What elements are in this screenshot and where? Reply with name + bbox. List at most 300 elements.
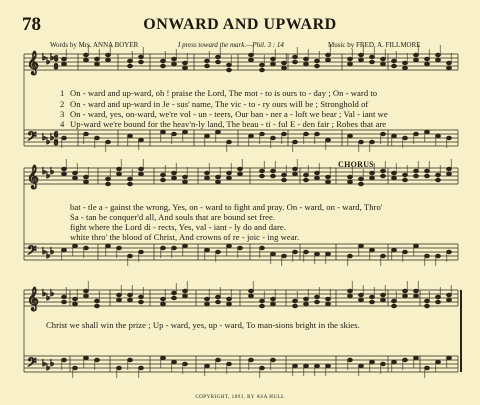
note-head xyxy=(73,171,78,174)
note-head xyxy=(348,254,353,257)
note-head xyxy=(172,62,177,65)
note-head xyxy=(62,358,67,361)
note-head xyxy=(304,62,309,65)
note-head xyxy=(414,174,419,177)
note-head xyxy=(370,176,375,179)
note-head xyxy=(403,294,408,297)
note-head xyxy=(139,172,144,175)
note-head xyxy=(216,175,221,178)
time-signature: 6 xyxy=(54,54,58,63)
lyric-line: Christ we shall win the prize ; Up - ward, yes, up - ward, To man-sions bright in the skies. xyxy=(46,320,360,330)
note-head xyxy=(84,294,89,297)
note-head xyxy=(326,297,331,300)
note-head xyxy=(315,252,320,255)
note-head xyxy=(205,176,210,179)
note-head xyxy=(271,169,276,172)
note-head xyxy=(392,134,397,137)
note-head xyxy=(304,57,309,60)
note-head xyxy=(62,300,67,303)
note-head xyxy=(348,62,353,65)
note-head xyxy=(139,300,144,303)
note-head xyxy=(183,130,188,133)
lyric-line: fight where the Lord di - rects, Yes, val - iant - ly do and dare. xyxy=(70,222,286,232)
flat-sign: ♭ xyxy=(46,292,51,302)
note-head xyxy=(271,252,276,255)
note-head xyxy=(128,134,133,137)
note-head xyxy=(172,291,177,294)
flat-sign: ♭ xyxy=(42,132,47,142)
note-head xyxy=(172,360,177,363)
flat-sign: ♭ xyxy=(46,56,51,66)
note-head xyxy=(381,174,386,177)
note-head xyxy=(392,171,397,174)
note-head xyxy=(84,180,89,183)
note-head xyxy=(293,55,298,58)
note-head xyxy=(447,293,452,296)
note-head xyxy=(205,364,210,367)
note-head xyxy=(95,299,100,302)
note-head xyxy=(205,302,210,305)
note-head xyxy=(227,176,232,179)
time-signature: 6 xyxy=(54,130,58,139)
note-head xyxy=(403,173,408,176)
flat-sign: ♭ xyxy=(42,166,47,176)
note-head xyxy=(84,175,89,178)
note-head xyxy=(95,57,100,60)
verse-text: On - ward, yes, on-ward, we're vol - un - teers, Our ban - ner a - loft we bear ; Val - iant we xyxy=(70,109,388,119)
note-head xyxy=(205,134,210,137)
note-head xyxy=(447,61,452,64)
note-head xyxy=(128,59,133,62)
note-head xyxy=(315,132,320,135)
note-head xyxy=(370,248,375,251)
note-head xyxy=(139,55,144,58)
note-head xyxy=(249,289,254,292)
note-head xyxy=(392,248,397,251)
note-head xyxy=(161,130,166,133)
treble-clef: 𝄞 xyxy=(27,50,39,74)
note-head xyxy=(139,60,144,63)
note-head xyxy=(425,169,430,172)
bass-clef: 𝄢 xyxy=(27,129,37,147)
note-head xyxy=(359,244,364,247)
note-head xyxy=(315,64,320,67)
note-head xyxy=(62,167,67,170)
flat-sign: ♭ xyxy=(42,52,47,62)
note-head xyxy=(436,134,441,137)
note-head xyxy=(260,304,265,307)
note-head xyxy=(304,178,309,181)
note-head xyxy=(447,298,452,301)
music-credit: Music by FRED. A. FILLMORE xyxy=(328,41,421,49)
note-head xyxy=(249,58,254,61)
note-head xyxy=(117,366,122,369)
note-head xyxy=(271,136,276,139)
note-head xyxy=(117,293,122,296)
note-head xyxy=(425,62,430,65)
note-head xyxy=(359,364,364,367)
flat-sign: ♭ xyxy=(50,288,55,298)
note-head xyxy=(62,57,67,60)
note-head xyxy=(73,176,78,179)
flat-sign: ♭ xyxy=(42,246,47,256)
note-head xyxy=(205,64,210,67)
note-head xyxy=(348,175,353,178)
note-head xyxy=(403,289,408,292)
note-head xyxy=(172,246,177,249)
words-credit: Words by Mrs. ANNA BOYER xyxy=(50,41,139,49)
flat-sign: ♭ xyxy=(46,136,51,146)
flat-sign: ♭ xyxy=(50,52,55,62)
verse-number: 1 xyxy=(60,88,65,98)
note-head xyxy=(161,64,166,67)
note-head xyxy=(436,173,441,176)
note-head xyxy=(359,140,364,143)
verse-text: Up-ward we're bound for the heav'n-ly land, The beau - ti - ful E - den fair ; Robes that are xyxy=(70,119,387,129)
note-head xyxy=(117,172,122,175)
note-head xyxy=(216,295,221,298)
note-head xyxy=(436,53,441,56)
note-head xyxy=(403,66,408,69)
note-head xyxy=(381,62,386,65)
note-head xyxy=(172,296,177,299)
note-head xyxy=(447,66,452,69)
flat-sign: ♭ xyxy=(50,246,55,256)
note-head xyxy=(381,362,386,365)
note-head xyxy=(227,302,232,305)
verse-line xyxy=(60,109,388,119)
note-head xyxy=(282,254,287,257)
note-head xyxy=(260,169,265,172)
note-head xyxy=(403,136,408,139)
treble-clef: 𝄞 xyxy=(27,164,39,188)
note-head xyxy=(370,295,375,298)
note-head xyxy=(392,176,397,179)
note-head xyxy=(414,53,419,56)
verse-line xyxy=(60,99,368,109)
note-head xyxy=(139,295,144,298)
note-head xyxy=(161,356,166,359)
note-head xyxy=(436,300,441,303)
note-head xyxy=(304,364,309,367)
note-head xyxy=(183,289,188,292)
note-head xyxy=(84,53,89,56)
note-head xyxy=(260,63,265,66)
note-head xyxy=(326,58,331,61)
hymn-title: ONWARD AND UPWARD xyxy=(143,16,337,33)
treble-clef: 𝄞 xyxy=(27,286,39,310)
note-head xyxy=(172,132,177,135)
note-head xyxy=(249,294,254,297)
note-head xyxy=(425,57,430,60)
page-number: 78 xyxy=(22,14,41,35)
note-head xyxy=(326,302,331,305)
note-head xyxy=(84,289,89,292)
note-head xyxy=(117,246,122,249)
note-head xyxy=(205,297,210,300)
note-head xyxy=(271,174,276,177)
note-head xyxy=(128,177,133,180)
note-head xyxy=(282,66,287,69)
note-head xyxy=(161,178,166,181)
note-head xyxy=(414,294,419,297)
note-head xyxy=(260,174,265,177)
note-head xyxy=(326,138,331,141)
note-head xyxy=(370,55,375,58)
bass-clef: 𝄢 xyxy=(27,243,37,261)
bass-clef: 𝄢 xyxy=(27,355,37,373)
note-head xyxy=(249,134,254,137)
note-head xyxy=(161,173,166,176)
time-signature: 8 xyxy=(54,138,58,147)
verse-number: 2 xyxy=(60,99,65,109)
note-head xyxy=(436,254,441,257)
note-head xyxy=(315,364,320,367)
note-head xyxy=(205,171,210,174)
note-head xyxy=(106,140,111,143)
note-head xyxy=(183,180,188,183)
note-head xyxy=(205,248,210,251)
flat-sign: ♭ xyxy=(46,170,51,180)
note-head xyxy=(392,304,397,307)
note-head xyxy=(359,182,364,185)
note-head xyxy=(128,254,133,257)
note-head xyxy=(227,63,232,66)
note-head xyxy=(326,175,331,178)
note-head xyxy=(139,167,144,170)
note-head xyxy=(227,68,232,71)
note-head xyxy=(128,182,133,185)
note-head xyxy=(183,66,188,69)
flat-sign: ♭ xyxy=(50,132,55,142)
note-head xyxy=(84,132,89,135)
note-head xyxy=(282,173,287,176)
note-head xyxy=(271,297,276,300)
note-head xyxy=(183,362,188,365)
flat-sign: ♭ xyxy=(50,358,55,368)
note-head xyxy=(139,250,144,253)
note-head xyxy=(172,171,177,174)
note-head xyxy=(403,358,408,361)
note-head xyxy=(227,362,232,365)
note-head xyxy=(447,136,452,139)
verse-line xyxy=(60,88,377,98)
note-head xyxy=(139,138,144,141)
note-head xyxy=(183,61,188,64)
note-head xyxy=(73,302,78,305)
note-head xyxy=(381,254,386,257)
note-head xyxy=(205,59,210,62)
lyric-line: Sa - tan be conquer'd all, And souls that are bound set free. xyxy=(70,212,276,222)
note-head xyxy=(238,167,243,170)
note-head xyxy=(128,64,133,67)
note-head xyxy=(381,298,386,301)
note-head xyxy=(348,289,353,292)
note-head xyxy=(392,360,397,363)
lyric-line: white thro' the blood of Christ, And crowns of re - joic - ing wear. xyxy=(70,232,300,242)
note-head xyxy=(106,58,111,61)
note-head xyxy=(238,172,243,175)
note-head xyxy=(95,304,100,307)
note-head xyxy=(249,53,254,56)
note-head xyxy=(315,295,320,298)
note-head xyxy=(95,136,100,139)
note-head xyxy=(227,244,232,247)
note-head xyxy=(84,356,89,359)
note-head xyxy=(293,140,298,143)
note-head xyxy=(183,175,188,178)
note-head xyxy=(359,298,364,301)
note-head xyxy=(293,172,298,175)
note-head xyxy=(392,64,397,67)
note-head xyxy=(172,176,177,179)
note-head xyxy=(282,61,287,64)
note-head xyxy=(425,304,430,307)
note-head xyxy=(414,132,419,135)
note-head xyxy=(62,172,67,175)
note-head xyxy=(414,244,419,247)
note-head xyxy=(447,356,452,359)
note-head xyxy=(403,178,408,181)
note-head xyxy=(260,366,265,369)
note-head xyxy=(216,300,221,303)
note-head xyxy=(84,246,89,249)
note-head xyxy=(315,176,320,179)
note-head xyxy=(117,167,122,170)
note-head xyxy=(106,177,111,180)
note-head xyxy=(315,171,320,174)
note-head xyxy=(260,299,265,302)
note-head xyxy=(293,364,298,367)
note-head xyxy=(403,250,408,253)
note-head xyxy=(227,297,232,300)
verse-number: 3 xyxy=(60,109,65,119)
note-head xyxy=(282,178,287,181)
note-head xyxy=(392,59,397,62)
note-head xyxy=(227,140,232,143)
note-head xyxy=(161,246,166,249)
note-head xyxy=(128,293,133,296)
flat-sign: ♭ xyxy=(46,362,51,372)
note-head xyxy=(161,302,166,305)
note-head xyxy=(106,53,111,56)
note-head xyxy=(381,132,386,135)
note-head xyxy=(447,250,452,253)
flat-sign: ♭ xyxy=(50,166,55,176)
note-head xyxy=(238,246,243,249)
note-head xyxy=(216,60,221,63)
note-head xyxy=(106,182,111,185)
note-head xyxy=(315,59,320,62)
note-head xyxy=(216,358,221,361)
note-head xyxy=(282,132,287,135)
verse-line xyxy=(60,119,386,129)
verse-text: On - ward and up-ward, oh ! praise the Lord, The mot - to is ours to - day ; On - ward to xyxy=(70,88,378,98)
note-head xyxy=(436,178,441,181)
note-head xyxy=(293,250,298,253)
note-head xyxy=(326,364,331,367)
note-head xyxy=(62,62,67,65)
note-head xyxy=(370,300,375,303)
note-head xyxy=(106,244,111,247)
flat-sign: ♭ xyxy=(42,358,47,368)
note-head xyxy=(249,358,254,361)
verse-number: 4 xyxy=(60,119,65,129)
note-head xyxy=(414,169,419,172)
note-head xyxy=(128,358,133,361)
note-head xyxy=(348,294,353,297)
note-head xyxy=(183,294,188,297)
note-head xyxy=(425,366,430,369)
note-head xyxy=(73,297,78,300)
note-head xyxy=(348,57,353,60)
flat-sign: ♭ xyxy=(42,288,47,298)
note-head xyxy=(271,358,276,361)
note-head xyxy=(117,298,122,301)
note-head xyxy=(326,53,331,56)
note-head xyxy=(348,358,353,361)
note-head xyxy=(304,302,309,305)
note-head xyxy=(304,297,309,300)
note-head xyxy=(359,53,364,56)
note-head xyxy=(414,356,419,359)
note-head xyxy=(370,171,375,174)
note-head xyxy=(216,250,221,253)
note-head xyxy=(359,293,364,296)
note-head xyxy=(425,174,430,177)
note-head xyxy=(260,246,265,249)
note-head xyxy=(326,252,331,255)
note-head xyxy=(414,289,419,292)
note-head xyxy=(260,68,265,71)
note-head xyxy=(381,293,386,296)
note-head xyxy=(370,140,375,143)
note-head xyxy=(414,58,419,61)
note-head xyxy=(172,57,177,60)
note-head xyxy=(271,57,276,60)
chorus-label: CHORUS xyxy=(338,160,375,169)
note-head xyxy=(436,58,441,61)
time-signature: 8 xyxy=(54,62,58,71)
lyric-line: bat - tle a - gainst the wrong, Yes, on - ward to fight and pray. On - ward, on - ward, Thro' xyxy=(70,202,383,212)
note-head xyxy=(62,136,67,139)
note-head xyxy=(161,59,166,62)
note-head xyxy=(293,167,298,170)
scripture-reference: I press toward the mark.—Phil. 3 : 14 xyxy=(178,41,284,49)
note-head xyxy=(381,169,386,172)
note-head xyxy=(381,57,386,60)
verse-text: On - ward and up-ward in Je - sus' name, The vic - to - ry ours will be ; Stronghold of xyxy=(70,99,369,109)
note-head xyxy=(227,171,232,174)
note-head xyxy=(139,366,144,369)
note-head xyxy=(73,366,78,369)
note-head xyxy=(62,248,67,251)
note-head xyxy=(216,180,221,183)
note-head xyxy=(62,295,67,298)
note-head xyxy=(271,62,276,65)
note-head xyxy=(73,244,78,247)
note-head xyxy=(359,58,364,61)
note-head xyxy=(216,55,221,58)
note-head xyxy=(304,132,309,135)
note-head xyxy=(315,300,320,303)
note-head xyxy=(436,360,441,363)
note-head xyxy=(370,360,375,363)
note-head xyxy=(425,130,430,133)
note-head xyxy=(293,299,298,302)
note-head xyxy=(84,58,89,61)
note-head xyxy=(425,254,430,257)
